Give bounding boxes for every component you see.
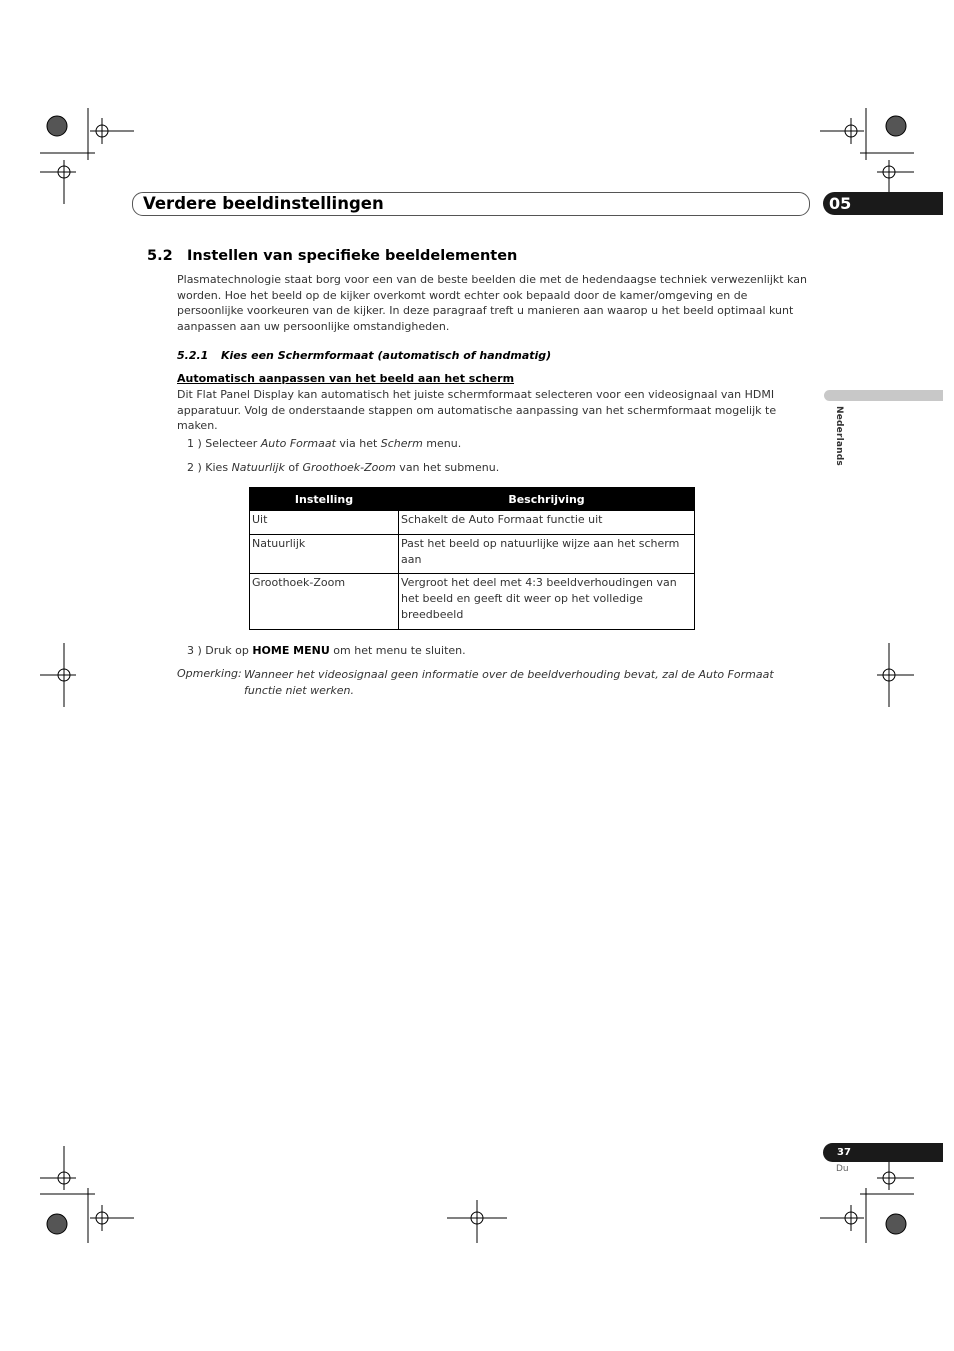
language-label: Nederlands: [834, 406, 844, 466]
chapter-number: 05: [823, 192, 943, 215]
step-1-suffix: menu.: [422, 437, 462, 450]
auto-format-table: [249, 487, 695, 630]
table-cell-setting: Groothoek-Zoom: [250, 574, 399, 630]
table-row: [250, 535, 695, 574]
table-cell-description: Vergroot het deel met 4:3 beeldverhoudingen van het beeld en geeft dit weer op het volledige breedbeeld: [399, 574, 695, 630]
subsection-heading: [177, 349, 551, 362]
auto-description: Dit Flat Panel Display kan automatisch het juiste schermformaat selecteren voor een videosignaal van HDMI apparatuur. Volg de onderstaande stappen om automatische aanpassing van het schermformaat mogelijk te maken.: [177, 388, 777, 432]
step-1-item-1: Auto Formaat: [260, 437, 336, 450]
step-2: [187, 461, 499, 474]
note-text: Wanneer het videosignaal geen informatie over de beeldverhouding bevat, zal de Auto Formaat functie niet werken.: [244, 668, 774, 697]
step-3-prefix: 3 ) Druk op: [187, 644, 253, 657]
auto-heading: Automatisch aanpassen van het beeld aan het scherm: [177, 372, 515, 385]
table-row: [250, 511, 695, 535]
step-3-key: HOME MENU: [252, 644, 330, 657]
step-1-prefix: 1 ) Selecteer: [187, 437, 261, 450]
chapter-title: Verdere beeldinstellingen: [143, 194, 384, 213]
step-3: [187, 644, 466, 657]
table-header-description: Beschrijving: [399, 488, 695, 511]
section-number: 5.2: [147, 248, 173, 264]
table-header-row: [250, 488, 695, 511]
step-1: [187, 437, 461, 450]
step-1-mid: via het: [335, 437, 381, 450]
subsection-number: 5.2.1: [177, 349, 209, 362]
language-tab: [824, 390, 943, 401]
table-cell-setting: Natuurlijk: [250, 535, 399, 574]
step-1-item-2: Scherm: [380, 437, 423, 450]
table-row: [250, 574, 695, 630]
note-label: Opmerking:: [177, 667, 242, 680]
step-2-suffix: van het submenu.: [395, 461, 500, 474]
section-title: Instellen van specifieke beeldelementen: [187, 248, 518, 264]
page-number: 37: [837, 1147, 851, 1158]
step-2-item-1: Natuurlijk: [231, 461, 285, 474]
step-2-item-2: Groothoek-Zoom: [302, 461, 396, 474]
step-2-prefix: 2 ) Kies: [187, 461, 232, 474]
table-cell-description: Past het beeld op natuurlijke wijze aan het scherm aan: [399, 535, 695, 574]
page-language-code: Du: [836, 1164, 849, 1174]
step-2-mid: of: [284, 461, 303, 474]
subsection-title: Kies een Schermformaat (automatisch of handmatig): [221, 349, 552, 362]
table-header-setting: Instelling: [250, 488, 399, 511]
section-heading: [147, 248, 517, 264]
section-intro: Plasmatechnologie staat borg voor een van de beste beelden die met de hedendaagse techniek verwezenlijkt kan worden. Hoe het beeld op de kijker overkomt wordt echter ook bepaald door de kamer/omgeving en de persoonlijke voorkeuren van de kijker. In deze paragraaf treft u manieren aan waarop u het beeld optimaal kunt aanpassen aan uw persoonlijke omstandigheden.: [177, 273, 807, 333]
step-3-suffix: om het menu te sluiten.: [329, 644, 466, 657]
table-cell-setting: Uit: [250, 511, 399, 535]
table-cell-description: Schakelt de Auto Formaat functie uit: [399, 511, 695, 535]
